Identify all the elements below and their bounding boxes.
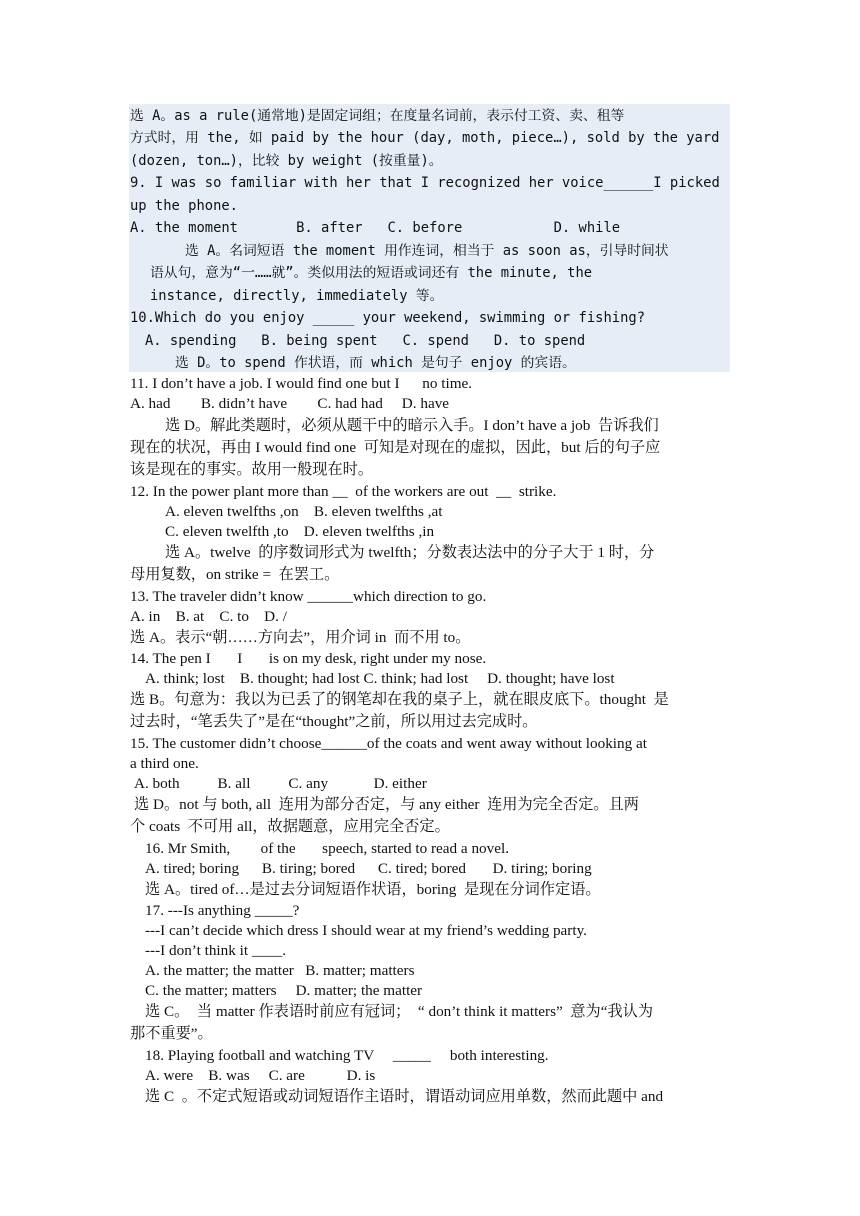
answer-line: 选 D。解此类题时，必须从题干中的暗示入手。I don’t have a job 告诉我们 <box>165 417 659 434</box>
options-line: A. the matter; the matter B. matter; matters <box>145 962 415 979</box>
text-line: 选 A。as a rule(通常地)是固定词组；在度量名词前，表示付工资、卖、租等 <box>130 108 625 124</box>
options-line: A. both B. all C. any D. either <box>134 775 427 792</box>
options-line: A. tired; boring B. tiring; bored C. tired; bored D. tiring; boring <box>145 860 592 877</box>
question-10: 10.Which do you enjoy _____ your weekend, swimming or fishing? <box>130 310 645 326</box>
answer-line: 选 C。 当 matter 作表语时前应有冠词； “ don’t think it matters” 意为“我认为 <box>145 1003 654 1020</box>
answer-line: 选 D。to spend 作状语，而 which 是句子 enjoy 的宾语。 <box>175 355 576 371</box>
question-16: 16. Mr Smith, of the speech, started to read a novel. <box>145 840 509 857</box>
text-line: 个 coats 不可用 all，故据题意，应用完全否定。 <box>130 818 450 835</box>
text-line: 方式时，用 the, 如 paid by the hour (day, moth, piece…), sold by the yard <box>130 130 720 146</box>
question-11: 11. I don’t have a job. I would find one but I no time. <box>130 375 473 392</box>
text-line: (dozen, ton…)，比较 by weight (按重量)。 <box>130 153 443 169</box>
text-line: 那不重要”。 <box>130 1025 213 1042</box>
options-line: A. the moment B. after C. before D. while <box>130 220 621 236</box>
question-17: 17. ---Is anything _____? <box>145 902 300 919</box>
question-12: 12. In the power plant more than __ of the workers are out __ strike. <box>130 483 557 500</box>
text-line: up the phone. <box>130 198 238 214</box>
question-14: 14. The pen I I is on my desk, right under my nose. <box>130 650 487 667</box>
options-line: A. eleven twelfths ,on B. eleven twelfths ,at <box>165 503 443 520</box>
text-line: ---I can’t decide which dress I should wear at my friend’s wedding party. <box>145 922 587 939</box>
answer-line: 选 A。twelve 的序数词形式为 twelfth；分数表达法中的分子大于 1 时，分 <box>165 544 655 561</box>
text-line: 现在的状况，再由 I would find one 可知是对现在的虚拟，因此，but 后的句子应 <box>130 439 661 456</box>
question-9: 9. I was so familiar with her that I recognized her voice______I picked <box>130 175 720 191</box>
text-line: instance, directly, immediately 等。 <box>150 288 444 304</box>
question-15: 15. The customer didn’t choose______of the coats and went away without looking at <box>130 735 647 752</box>
options-line: A. spending B. being spent C. spend D. to spend <box>145 333 586 349</box>
text-line: 过去时，“笔丢失了”是在“thought”之前，所以用过去完成时。 <box>130 713 538 730</box>
answer-line: 选 B。句意为：我以为已丢了的钢笔却在我的桌子上，就在眼皮底下。thought 是 <box>130 691 669 708</box>
text-line: 母用复数，on strike = 在罢工。 <box>130 566 340 583</box>
answer-line: 选 C 。不定式短语或动词短语作主语时，谓语动词应用单数，然而此题中 and <box>145 1088 664 1105</box>
answer-line: 选 A。表示“朝……方向去”，用介词 in 而不用 to。 <box>130 629 471 646</box>
text-line: 该是现在的事实。故用一般现在时。 <box>130 461 373 478</box>
text-line: 语从句，意为“一……就”。类似用法的短语或词还有 the minute, the <box>150 265 593 281</box>
options-line: A. were B. was C. are D. is <box>145 1067 376 1084</box>
text-line: a third one. <box>130 755 199 772</box>
text-line: ---I don’t think it ____. <box>145 942 287 959</box>
options-line: A. in B. at C. to D. / <box>130 608 287 625</box>
answer-line: 选 D。not 与 both, all 连用为部分否定，与 any either 连用为完全否定。且两 <box>134 796 639 813</box>
options-line: C. the matter; matters D. matter; the matter <box>145 982 423 999</box>
options-line: A. think; lost B. thought; had lost C. think; had lost D. thought; have lost <box>145 670 615 687</box>
answer-line: 选 A。tired of…是过去分词短语作状语，boring 是现在分词作定语。 <box>145 881 601 898</box>
answer-line: 选 A。名词短语 the moment 用作连词，相当于 as soon as，引导时间状 <box>185 243 669 259</box>
options-line: A. had B. didn’t have C. had had D. have <box>130 395 450 412</box>
options-line: C. eleven twelfth ,to D. eleven twelfths ,in <box>165 523 435 540</box>
question-13: 13. The traveler didn’t know ______which direction to go. <box>130 588 487 605</box>
question-18: 18. Playing football and watching TV _____ both interesting. <box>145 1047 549 1064</box>
